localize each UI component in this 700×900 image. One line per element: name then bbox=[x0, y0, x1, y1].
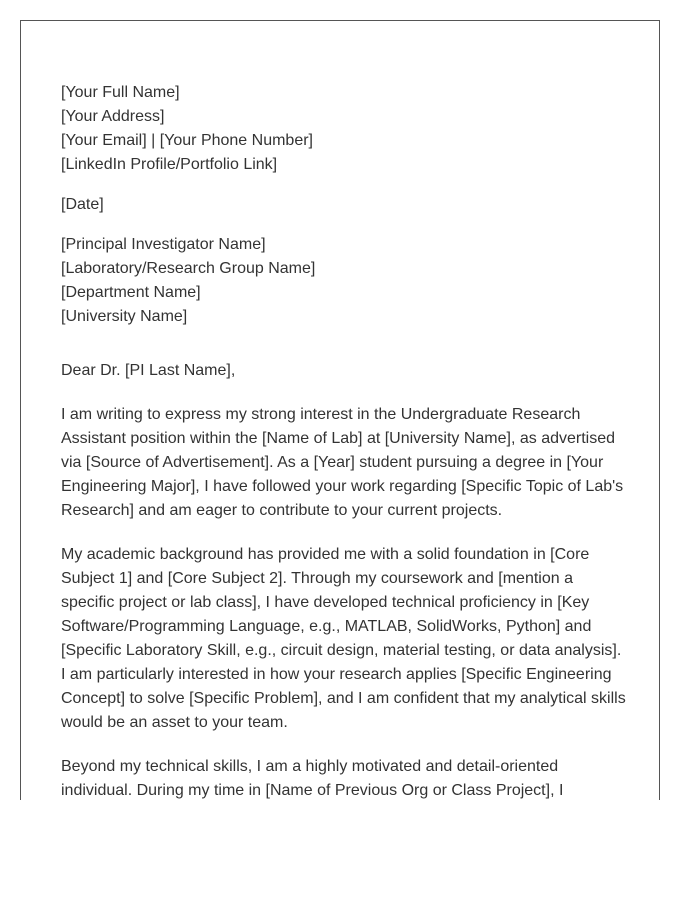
recipient-university: [University Name] bbox=[61, 308, 188, 325]
recipient-block bbox=[61, 233, 626, 329]
body-paragraph-1: I am writing to express my strong interest in the Undergraduate Research Assistant position within the [Name of Lab] at [University Name], as advertised via [Source of Advertisement]. As a [Year] student pursuing a degree in [Your Engineering Major], I have followed your work regarding [Specific Topic of Lab's Research] and am eager to contribute to your current projects. bbox=[61, 406, 624, 519]
sender-link: [LinkedIn Profile/Portfolio Link] bbox=[61, 156, 278, 173]
sender-name: [Your Full Name] bbox=[61, 84, 180, 101]
document-page bbox=[20, 20, 660, 800]
sender-address: [Your Address] bbox=[61, 108, 165, 125]
letter-date: [Date] bbox=[61, 196, 104, 213]
date-block bbox=[61, 193, 626, 217]
body-paragraph-2: My academic background has provided me with a solid foundation in [Core Subject 1] and [Core Subject 2]. Through my coursework and [mention a specific project or lab class], I have developed technical proficiency in [Key Software/Programming Language, e.g., MATLAB, SolidWorks, Python] and [Specific Laboratory Skill, e.g., circuit design, material testing, or data analysis]. I am particularly interested in how your research applies [Specific Engineering Concept] to solve [Specific Problem], and I am confident that my analytical skills would be an asset to your team. bbox=[61, 546, 626, 731]
salutation: Dear Dr. [PI Last Name], bbox=[61, 362, 236, 379]
sender-contact: [Your Email] | [Your Phone Number] bbox=[61, 132, 313, 149]
cover-letter bbox=[61, 81, 626, 800]
recipient-name: [Principal Investigator Name] bbox=[61, 236, 266, 253]
sender-block bbox=[61, 81, 626, 177]
recipient-lab: [Laboratory/Research Group Name] bbox=[61, 260, 316, 277]
recipient-department: [Department Name] bbox=[61, 284, 201, 301]
body-paragraph-3: Beyond my technical skills, I am a highly motivated and detail-oriented individual. During my time in [Name of Previous Org or Class Project], I bbox=[61, 758, 564, 799]
